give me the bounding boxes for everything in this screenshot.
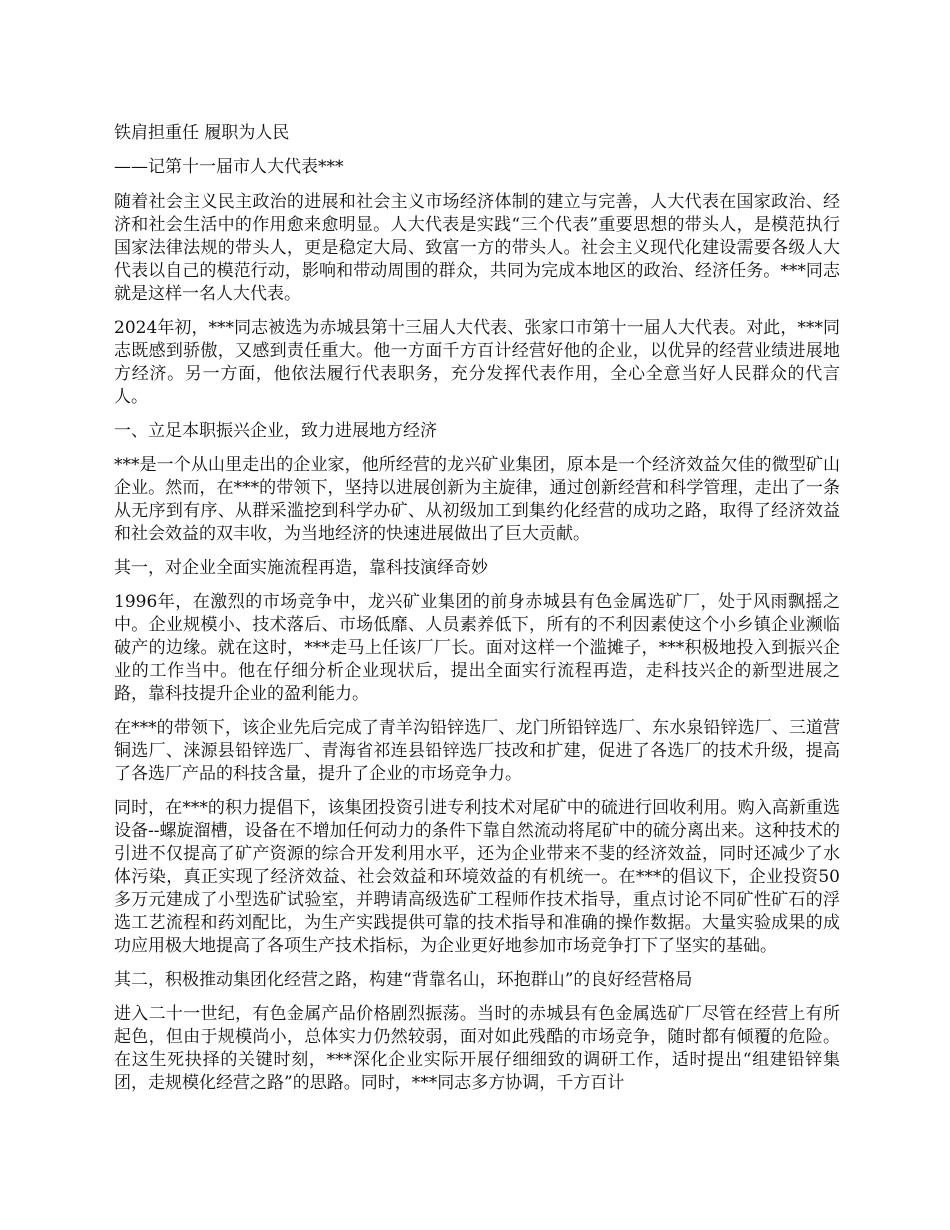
section-heading-1: 一、立足本职振兴企业，致力进展地方经济	[114, 421, 437, 441]
document-title: 铁肩担重任 履职为人民	[114, 123, 290, 143]
paragraph-election: 2024年初，***同志被选为赤城县第十三届人大代表、张家口市第十一届人大代表。对此，***同志既感到骄傲，又感到责任重大。他一方面千方百计经营好他的企业，以优异的经营业绩进展地方经济。另一方面，他依法履行代表职务，充分发挥代表作用，全心全意当好人民群众的代言人。	[114, 318, 840, 407]
paragraph-1996: 1996年，在激烈的市场竞争中，龙兴矿业集团的前身赤城县有色金属选矿厂，处于风雨飘摇之中。企业规模小、技术落后、市场低靡、人员素养低下，所有的不利因素使这个小乡镇企业濒临破产的边缘。就在这时，***走马上任该厂厂长。面对这样一个滥摊子，***积极地投入到振兴企业的工作当中。他在仔细分析企业现状后，提出全面实行流程再造，走科技兴企的新型进展之路，靠科技提升企业的盈利能力。	[114, 592, 840, 704]
document-page	[114, 122, 840, 1106]
paragraph-entrepreneur: ***是一个从山里走出的企业家，他所经营的龙兴矿业集团，原本是一个经济效益欠佳的微型矿山企业。然而，在***的带领下，坚持以进展创新为主旋律，通过创新经营和科学管理，走出了一条从无序到有序、从群采滥挖到科学办矿、从初级加工到集约化经营的成功之路，取得了经济效益和社会效益的双丰收，为当地经济的快速进展做出了巨大贡献。	[114, 455, 840, 544]
paragraph-technology: 同时，在***的积力提倡下，该集团投资引进专利技术对尾矿中的硫进行回收利用。购入高新重选设备--螺旋溜槽，设备在不增加任何动力的条件下靠自然流动将尾矿中的硫分离出来。这种技术的引进不仅提高了矿产资源的综合开发利用水平，还为企业带来不斐的经济效益，同时还减少了水体污染，真正实现了经济效益、社会效益和环境效益的有机统一。在***的倡议下，企业投资50多万元建成了小型选矿试验室，并聘请高级选矿工程师作技术指导，重点讨论不同矿性矿石的浮选工艺流程和药刘配比，为生产实践提供可靠的技术指导和准确的操作数据。大量实验成果的成功应用极大地提高了各项生产技术指标，为企业更好地参加市场竞争打下了坚实的基础。	[114, 798, 840, 956]
paragraph-upgrades: 在***的带领下，该企业先后完成了青羊沟铅锌选厂、龙门所铅锌选厂、东水泉铅锌选厂、三道营铜选厂、涞源县铅锌选厂、青海省祁连县铅锌选厂技改和扩建，促进了各选厂的技术升级，提高了各选厂产品的科技含量，提升了企业的市场竞争力。	[114, 718, 840, 784]
subsection-heading-1: 其一，对企业全面实施流程再造，靠科技演绎奇妙	[114, 558, 488, 578]
paragraph-intro: 随着社会主义民主政治的进展和社会主义市场经济体制的建立与完善，人大代表在国家政治、经济和社会生活中的作用愈来愈明显。人大代表是实践“三个代表”重要思想的带头人，是模范执行国家法律法规的带头人，更是稳定大局、致富一方的带头人。社会主义现代化建设需要各级人大代表以自己的模范行动，影响和带动周围的群众，共同为完成本地区的政治、经济任务。***同志就是这样一名人大代表。	[114, 192, 840, 304]
paragraph-21st-century: 进入二十一世纪，有色金属产品价格剧烈振荡。当时的赤城县有色金属选矿厂尽管在经营上有所起色，但由于规模尚小，总体实力仍然较弱，面对如此残酷的市场竞争，随时都有倾覆的危险。在这生死抉择的关键时刻，***深化企业实际开展仔细细致的调研工作，适时提出“组建铅锌集团，走规模化经营之路”的思路。同时，***同志多方协调，千方百计	[114, 1004, 840, 1093]
document-subtitle: ——记第十一届市人大代表***	[114, 157, 344, 177]
subsection-heading-2: 其二，积极推动集团化经营之路，构建“背靠名山，环抱群山”的良好经营格局	[114, 970, 693, 990]
